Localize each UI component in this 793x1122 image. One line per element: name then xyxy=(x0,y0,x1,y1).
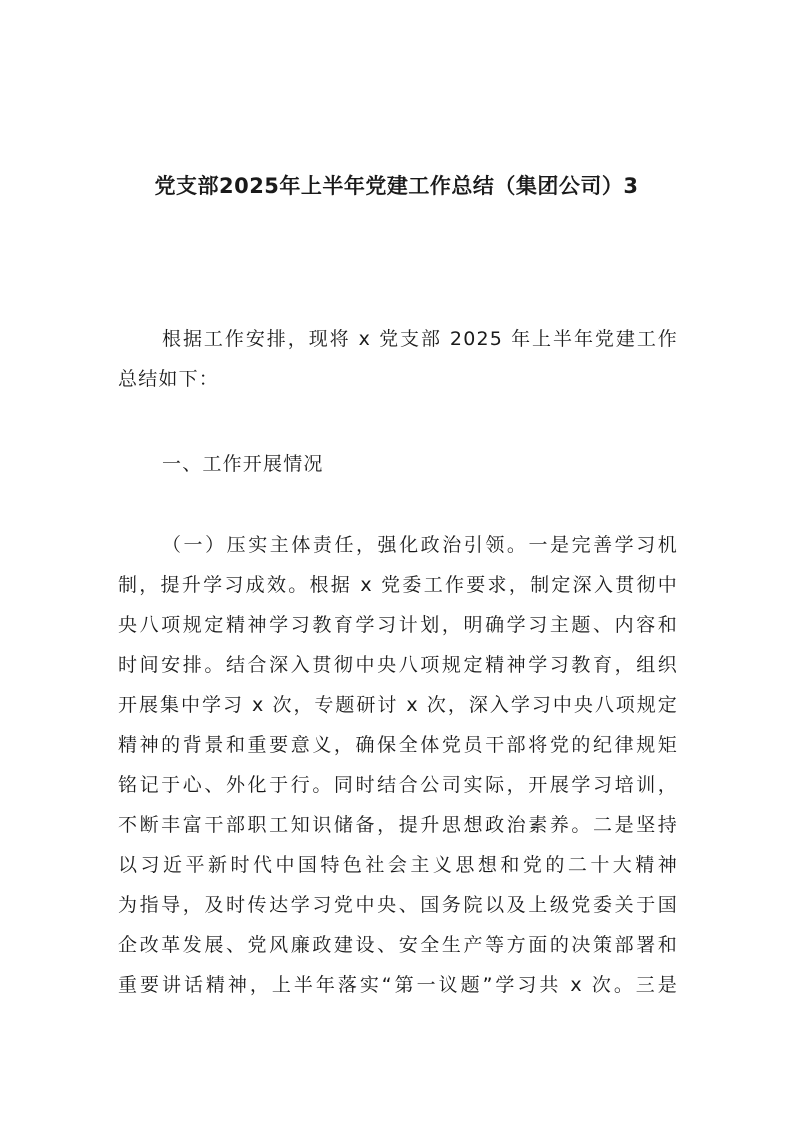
paragraph-line-2: 制，提升学习成效。根据 x 党委工作要求，制定深入贯彻中 xyxy=(118,574,678,596)
paragraph-line-6: 精神的背景和重要意义，确保全体党员干部将党的纪律规矩 xyxy=(118,734,678,756)
paragraph-line-11: 企改革发展、党风廉政建设、安全生产等方面的决策部署和 xyxy=(118,934,678,956)
paragraph-line-1: （一）压实主体责任，强化政治引领。一是完善学习机 xyxy=(162,534,678,556)
section-one-paragraph xyxy=(118,525,678,1005)
intro-paragraph xyxy=(118,319,678,399)
document-title: 党支部2025年上半年党建工作总结（集团公司）3 xyxy=(154,174,639,198)
section-heading xyxy=(118,444,678,484)
paragraph-line-10: 为指导，及时传达学习党中央、国务院以及上级党委关于国 xyxy=(118,894,678,916)
section-heading-text: 一、工作开展情况 xyxy=(162,453,324,475)
paragraph-line-7: 铭记于心、外化于行。同时结合公司实际，开展学习培训， xyxy=(118,774,678,796)
paragraph-line-8: 不断丰富干部职工知识储备，提升思想政治素养。二是坚持 xyxy=(118,814,678,836)
paragraph-line-12: 重要讲话精神，上半年落实“第一议题”学习共 x 次。三是 xyxy=(118,974,678,996)
intro-line-1: 根据工作安排，现将 x 党支部 2025 年上半年党建工作 xyxy=(162,328,678,350)
paragraph-line-3: 央八项规定精神学习教育学习计划，明确学习主题、内容和 xyxy=(118,614,678,636)
paragraph-line-5: 开展集中学习 x 次，专题研讨 x 次，深入学习中央八项规定 xyxy=(118,694,678,716)
paragraph-line-9: 以习近平新时代中国特色社会主义思想和党的二十大精神 xyxy=(118,854,678,876)
intro-line-2: 总结如下： xyxy=(118,368,220,390)
paragraph-line-4: 时间安排。结合深入贯彻中央八项规定精神学习教育，组织 xyxy=(118,654,678,676)
